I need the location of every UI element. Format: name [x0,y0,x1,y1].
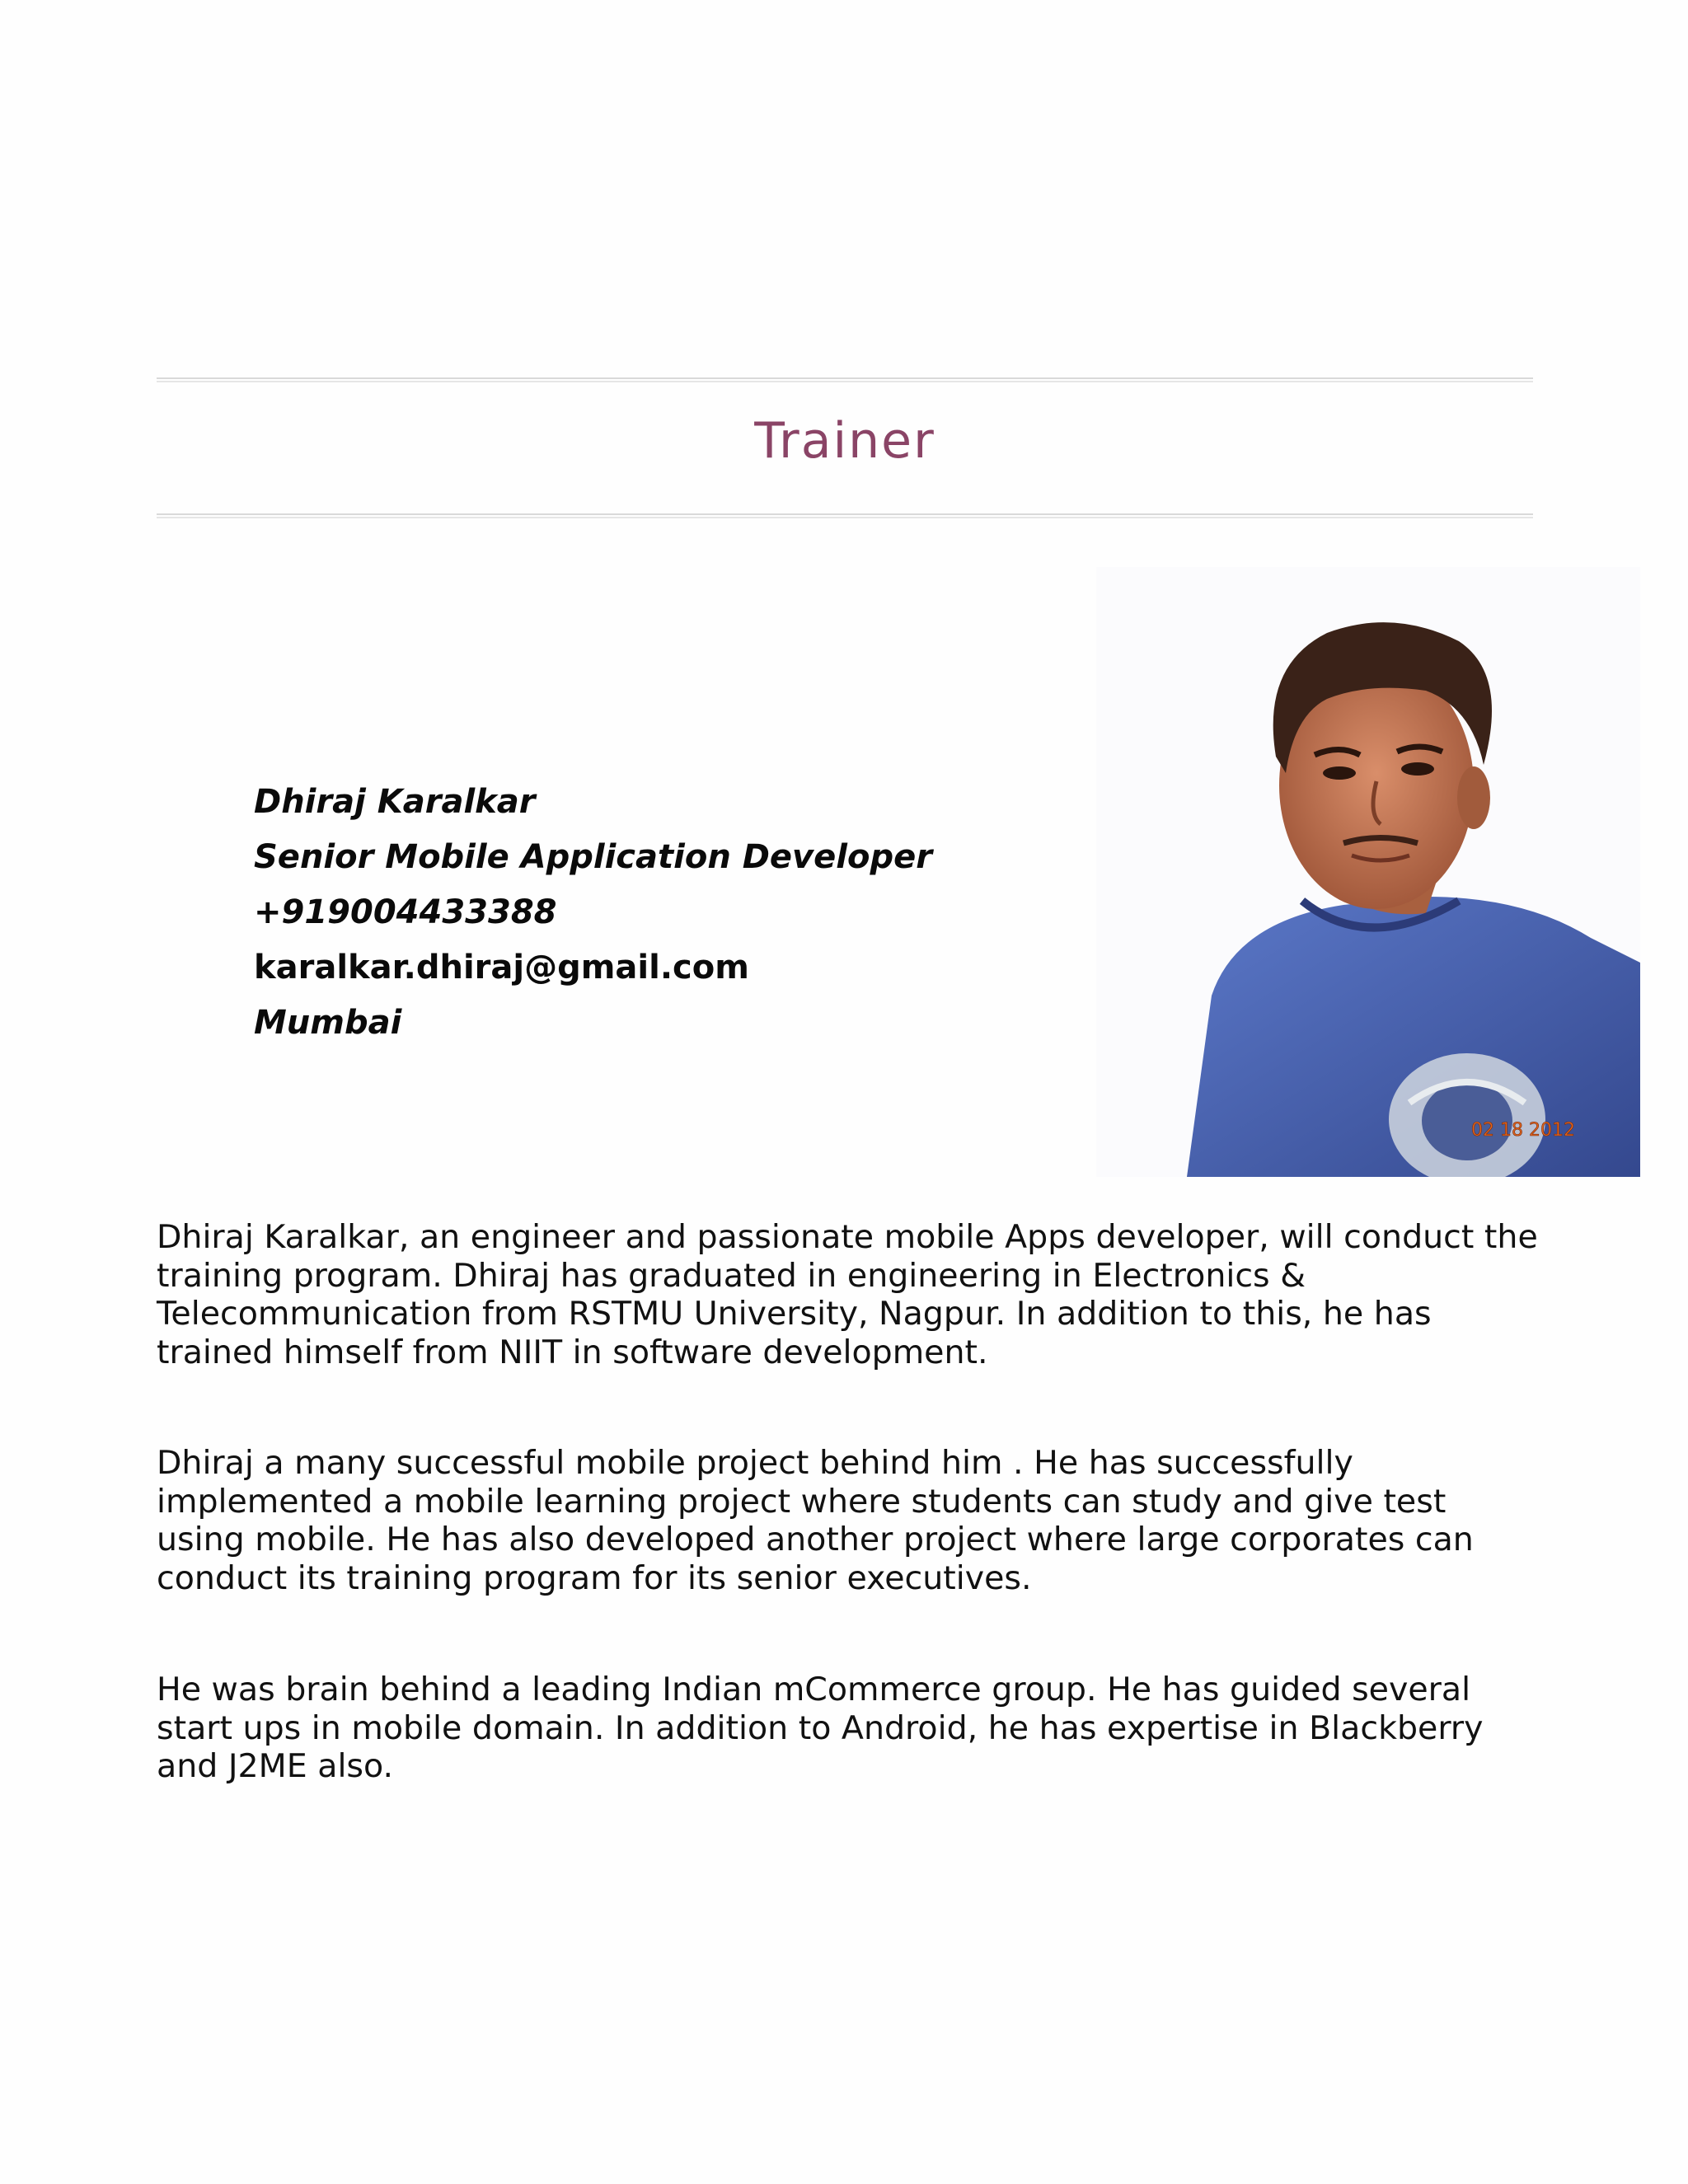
bio-paragraph-1: Dhiraj Karalkar, an engineer and passionate mobile Apps developer, will conduct the training program. Dhiraj has graduated in engineering in Electronics & Telecommunication from RSTMU University, Nagpur. In addition to this, he has trained himself from NIIT in software development. [157,1218,1538,1371]
trainer-role: Senior Mobile Application Developer [254,838,932,876]
trainer-city: Mumbai [254,1004,402,1042]
portrait-illustration [1096,567,1640,1177]
bio-paragraph-3: He was brain behind a leading Indian mCommerce group. He has guided several start ups in mobile domain. In addition to Android, he has expertise in Blackberry and J2ME also. [157,1671,1484,1785]
contact-block [254,775,932,1051]
trainer-photo [1096,567,1640,1177]
header-rule-bottom [157,513,1533,518]
page-title: Trainer [754,412,935,470]
trainer-phone: +919004433388 [254,893,557,931]
trainer-name: Dhiraj Karalkar [254,783,536,821]
trainer-email: karalkar.dhiraj@gmail.com [254,949,749,987]
photo-date-stamp: 02 18 2012 [1471,1120,1575,1141]
header-rule-top [157,377,1533,382]
bio-paragraph-2: Dhiraj a many successful mobile project behind him . He has successfully implemented a mobile learning project where students can study and give test using mobile. He has also developed another project where large corporates can conduct its training program for its senior executives. [157,1444,1474,1597]
